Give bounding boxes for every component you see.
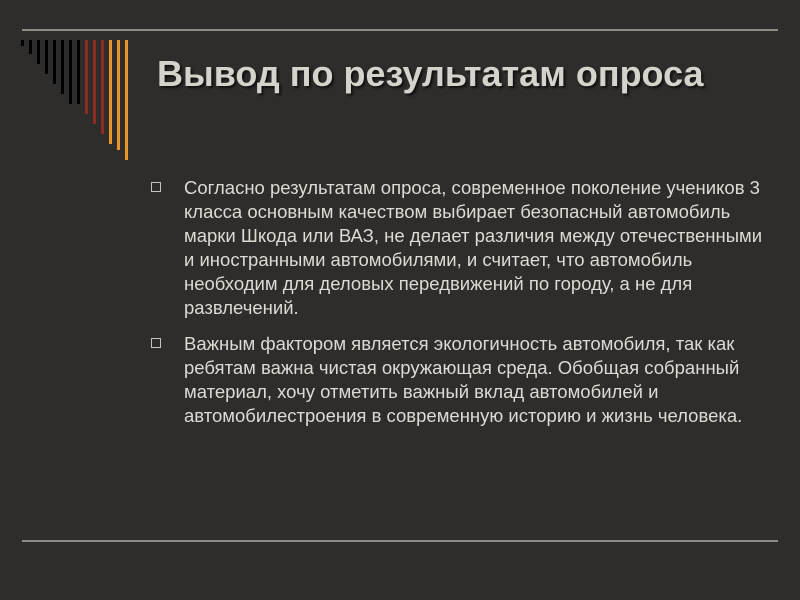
hollow-square-bullet-icon	[151, 182, 161, 192]
decor-bar	[21, 40, 24, 46]
decor-bar	[53, 40, 56, 84]
bullet-item	[148, 176, 768, 320]
decor-bar	[85, 40, 88, 114]
decorative-bars	[0, 0, 140, 170]
decor-bar	[45, 40, 48, 74]
decor-bar	[77, 40, 80, 104]
decor-bar	[29, 40, 32, 54]
slide-title: Вывод по результатам опроса	[157, 53, 704, 94]
bullet-list	[148, 176, 768, 440]
decor-bar	[101, 40, 104, 134]
decor-bar	[109, 40, 112, 144]
decor-bar	[125, 40, 128, 160]
bottom-divider	[22, 540, 778, 542]
decor-bar	[117, 40, 120, 150]
decor-bar	[93, 40, 96, 124]
bullet-text: Согласно результатам опроса, современное поколение учеников 3 класса основным качеством выбирает безопасный автомобиль марки Шкода или ВАЗ, не делает различия между отечественными и иностранными автомобилями, и считает, что автомобиль необходим для деловых передвижений по городу, а не для развлечений.	[184, 177, 763, 318]
bullet-item	[148, 332, 768, 428]
decor-bar	[69, 40, 72, 104]
bullet-text: Важным фактором является экологичность автомобиля, так как ребятам важна чистая окружающая среда. Обобщая собранный материал, хочу отметить важный вклад автомобилей и автомобилестроения в современную историю и жизнь человека.	[184, 333, 743, 426]
decor-bar	[37, 40, 40, 64]
decor-bar	[61, 40, 64, 94]
hollow-square-bullet-icon	[151, 338, 161, 348]
